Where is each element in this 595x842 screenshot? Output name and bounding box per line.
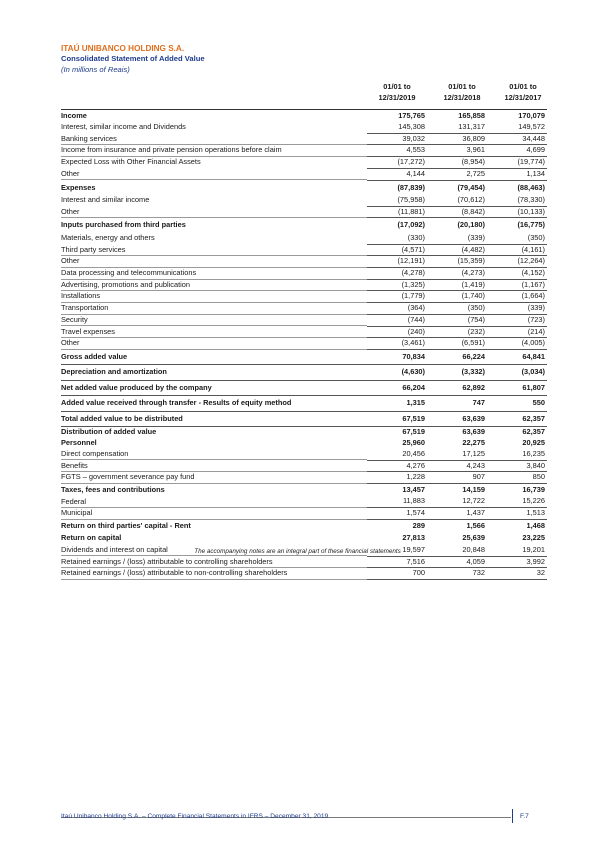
- page-number: F.7: [520, 813, 529, 820]
- value-2017: (350): [487, 233, 547, 244]
- value-2019: 39,032: [367, 133, 427, 145]
- column-header-2017: 01/01 to 12/31/2017: [504, 82, 542, 102]
- table-row: [61, 168, 547, 180]
- value-2018: 1,437: [427, 508, 487, 520]
- value-2019: (87,839): [397, 182, 425, 192]
- value-2017: 3,992: [487, 556, 547, 568]
- row-label: Benefits: [61, 460, 367, 472]
- value-2018: (350): [427, 303, 487, 315]
- statement-title: Consolidated Statement of Added Value: [61, 54, 205, 63]
- value-2017: 1,468: [526, 520, 545, 530]
- value-2019: 20,456: [367, 449, 427, 460]
- table-row: [61, 483, 547, 496]
- value-2019: (330): [367, 233, 427, 244]
- value-2017: 23,225: [522, 533, 545, 543]
- value-2017: 32: [487, 568, 547, 580]
- value-2017: (3,034): [487, 365, 547, 381]
- table-row: [61, 233, 547, 244]
- value-2018: 14,159: [462, 484, 485, 494]
- value-2017: 20,925: [522, 438, 545, 448]
- value-2019: 67,519: [402, 427, 425, 437]
- value-2018: (232): [427, 326, 487, 338]
- table-row: [61, 133, 547, 145]
- value-2018: 12,722: [427, 496, 487, 507]
- row-label: Interest and similar income: [61, 195, 367, 206]
- table-row: [61, 195, 547, 206]
- value-2019: (364): [367, 303, 427, 315]
- report-header: [61, 43, 205, 75]
- value-2019: 4,553: [367, 145, 427, 157]
- row-label: Expenses: [61, 182, 96, 192]
- value-2018: (4,482): [427, 244, 487, 256]
- row-label: Banking services: [61, 133, 367, 145]
- value-2018: 3,961: [427, 145, 487, 157]
- value-2018: (339): [427, 233, 487, 244]
- table-row: [61, 411, 547, 427]
- value-2018: 63,639: [462, 427, 485, 437]
- row-label: Income from insurance and private pension operations before claim: [61, 145, 367, 157]
- value-2019: 289: [412, 520, 425, 530]
- value-2018: 2,725: [427, 168, 487, 180]
- value-2019: 67,519: [367, 411, 427, 427]
- value-2017: (10,133): [487, 206, 547, 218]
- value-2017: (4,005): [487, 338, 547, 350]
- page-number-divider: [512, 809, 513, 823]
- value-2017: (19,774): [487, 157, 547, 169]
- value-2018: 62,892: [427, 380, 487, 396]
- row-label: Municipal: [61, 508, 367, 520]
- value-2018: (79,454): [457, 182, 485, 192]
- value-2017: 34,448: [487, 133, 547, 145]
- value-2018: (8,842): [427, 206, 487, 218]
- row-label: Other: [61, 168, 367, 180]
- table-row: [61, 519, 547, 532]
- column-header-2018: 01/01 to 12/31/2018: [443, 82, 481, 102]
- row-label: Added value received through transfer - Results of equity method: [61, 396, 367, 412]
- row-label: Retained earnings / (loss) attributable to controlling shareholders: [61, 556, 367, 568]
- value-2018: 17,125: [427, 449, 487, 460]
- value-2018: (3,332): [427, 365, 487, 381]
- table-row: [61, 244, 547, 256]
- value-2017: 62,357: [522, 427, 545, 437]
- value-2019: (4,278): [367, 268, 427, 280]
- value-2019: 19,597: [367, 545, 427, 556]
- row-label: Direct compensation: [61, 449, 367, 460]
- value-2019: (744): [367, 314, 427, 326]
- value-2019: 66,204: [367, 380, 427, 396]
- value-2017: (88,463): [517, 182, 545, 192]
- value-2018: 36,809: [427, 133, 487, 145]
- footer-text: Itaú Unibanco Holding S.A. – Complete Financial Statements in IFRS – December 31, 2019: [61, 813, 329, 820]
- value-2019: 175,765: [398, 110, 425, 120]
- value-2018: 747: [427, 396, 487, 412]
- value-2019: 11,883: [367, 496, 427, 507]
- value-2018: (70,612): [427, 195, 487, 206]
- table-row: [61, 122, 547, 133]
- row-label: Other: [61, 338, 367, 350]
- table-row: [61, 314, 547, 326]
- table-row: [61, 291, 547, 303]
- value-2017: 1,134: [487, 168, 547, 180]
- value-2017: 16,739: [522, 484, 545, 494]
- table-row: [61, 180, 547, 195]
- table-row: [61, 460, 547, 472]
- value-2017: (1,664): [487, 291, 547, 303]
- row-label: Net added value produced by the company: [61, 380, 367, 396]
- table-row: [61, 396, 547, 412]
- value-2018: 63,639: [427, 411, 487, 427]
- row-label: Materials, energy and others: [61, 233, 367, 244]
- value-2017: 170,079: [518, 110, 545, 120]
- value-2018: 4,243: [427, 460, 487, 472]
- value-2017: 16,235: [487, 449, 547, 460]
- value-2018: (6,591): [427, 338, 487, 350]
- row-label: Advertising, promotions and publication: [61, 279, 367, 291]
- table-row: [61, 218, 547, 233]
- row-label: Inputs purchased from third parties: [61, 220, 186, 230]
- table-row: [61, 206, 547, 218]
- value-2017: (4,152): [487, 268, 547, 280]
- value-2018: 165,858: [458, 110, 485, 120]
- value-2017: 149,572: [487, 122, 547, 133]
- table-row: [61, 496, 547, 507]
- value-2018: 907: [427, 472, 487, 484]
- row-label: Travel expenses: [61, 326, 367, 338]
- value-2018: 25,639: [462, 533, 485, 543]
- footnote: The accompanying notes are an integral part of these financial statements: [194, 548, 401, 555]
- row-label: Data processing and telecommunications: [61, 268, 367, 280]
- added-value-table: [61, 110, 547, 580]
- row-label: FGTS – government severance pay fund: [61, 472, 367, 484]
- row-label: Distribution of added value: [61, 427, 157, 437]
- value-2019: 27,813: [402, 533, 425, 543]
- value-2019: 70,834: [367, 349, 427, 365]
- value-2017: 3,840: [487, 460, 547, 472]
- table-row: [61, 338, 547, 350]
- row-label: Gross added value: [61, 349, 367, 365]
- table-row: [61, 532, 547, 545]
- value-2017: 64,841: [487, 349, 547, 365]
- table-row: [61, 145, 547, 157]
- column-header-2019: 01/01 to 12/31/2019: [378, 82, 416, 102]
- table-row: [61, 556, 547, 568]
- table-row: [61, 472, 547, 484]
- table-row: [61, 449, 547, 460]
- row-label: Interest, similar income and Dividends: [61, 122, 367, 133]
- table-row: [61, 256, 547, 268]
- table-row: [61, 279, 547, 291]
- value-2017: (1,167): [487, 279, 547, 291]
- value-2018: (15,359): [427, 256, 487, 268]
- row-label: Security: [61, 314, 367, 326]
- table-row: [61, 157, 547, 169]
- value-2019: (17,272): [367, 157, 427, 169]
- value-2017: 15,226: [487, 496, 547, 507]
- value-2019: 700: [367, 568, 427, 580]
- value-2019: (4,571): [367, 244, 427, 256]
- value-2017: 62,357: [487, 411, 547, 427]
- row-label: Taxes, fees and contributions: [61, 484, 165, 494]
- row-label: Other: [61, 206, 367, 218]
- value-2017: (16,775): [517, 220, 545, 230]
- row-label: Transportation: [61, 303, 367, 315]
- value-2017: 1,513: [487, 508, 547, 520]
- value-2018: 131,317: [427, 122, 487, 133]
- row-label: Return on capital: [61, 533, 122, 543]
- value-2019: 1,315: [367, 396, 427, 412]
- value-2017: 61,807: [487, 380, 547, 396]
- row-label: Total added value to be distributed: [61, 411, 367, 427]
- row-label: Income: [61, 110, 87, 120]
- value-2017: (214): [487, 326, 547, 338]
- value-2017: (723): [487, 314, 547, 326]
- table-row: [61, 508, 547, 520]
- row-label: Federal: [61, 496, 367, 507]
- table-row: [61, 438, 547, 449]
- row-label: Expected Loss with Other Financial Assets: [61, 157, 367, 169]
- value-2018: 4,059: [427, 556, 487, 568]
- value-2017: 850: [487, 472, 547, 484]
- row-label: Dividends and interest on capital: [61, 545, 367, 556]
- value-2018: (4,273): [427, 268, 487, 280]
- value-2019: 4,144: [367, 168, 427, 180]
- value-2018: (754): [427, 314, 487, 326]
- value-2018: 732: [427, 568, 487, 580]
- row-label: Retained earnings / (loss) attributable to non-controlling shareholders: [61, 568, 367, 580]
- value-2019: (75,958): [367, 195, 427, 206]
- table-row: [61, 365, 547, 381]
- value-2018: (20,180): [457, 220, 485, 230]
- value-2018: 1,566: [466, 520, 485, 530]
- value-2019: 25,960: [402, 438, 425, 448]
- value-2018: 20,848: [427, 545, 487, 556]
- table-row: [61, 326, 547, 338]
- table-row: [61, 568, 547, 580]
- value-2019: 145,308: [367, 122, 427, 133]
- value-2017: 4,699: [487, 145, 547, 157]
- value-2018: 66,224: [427, 349, 487, 365]
- value-2019: (3,461): [367, 338, 427, 350]
- table-row: [61, 349, 547, 365]
- table-row: [61, 110, 547, 122]
- value-2019: 1,228: [367, 472, 427, 484]
- row-label: Third party services: [61, 244, 367, 256]
- value-2019: (17,092): [397, 220, 425, 230]
- row-label: Installations: [61, 291, 367, 303]
- row-label: Depreciation and amortization: [61, 365, 367, 381]
- value-2018: (1,740): [427, 291, 487, 303]
- value-2017: 550: [487, 396, 547, 412]
- table-row: [61, 380, 547, 396]
- value-2019: (1,779): [367, 291, 427, 303]
- table-row: [61, 268, 547, 280]
- value-2019: (11,881): [367, 206, 427, 218]
- value-2019: (12,191): [367, 256, 427, 268]
- value-2017: (78,330): [487, 195, 547, 206]
- value-2018: (1,419): [427, 279, 487, 291]
- value-2017: (339): [487, 303, 547, 315]
- statement-subtitle: (In millions of Reais): [61, 64, 130, 74]
- table-row: [61, 303, 547, 315]
- value-2019: (4,630): [367, 365, 427, 381]
- value-2017: (4,161): [487, 244, 547, 256]
- value-2019: 1,574: [367, 508, 427, 520]
- value-2019: (1,325): [367, 279, 427, 291]
- row-label: Other: [61, 256, 367, 268]
- value-2018: 22,275: [462, 438, 485, 448]
- value-2019: 7,516: [367, 556, 427, 568]
- row-label: Personnel: [61, 438, 97, 448]
- value-2017: 19,201: [487, 545, 547, 556]
- value-2019: 4,276: [367, 460, 427, 472]
- row-label: Return on third parties' capital - Rent: [61, 520, 191, 530]
- value-2018: (8,954): [427, 157, 487, 169]
- column-headers: [61, 82, 547, 110]
- company-name: ITAÚ UNIBANCO HOLDING S.A.: [61, 44, 185, 53]
- value-2019: 13,457: [402, 484, 425, 494]
- value-2017: (12,264): [487, 256, 547, 268]
- table-row: [61, 427, 547, 438]
- value-2019: (240): [367, 326, 427, 338]
